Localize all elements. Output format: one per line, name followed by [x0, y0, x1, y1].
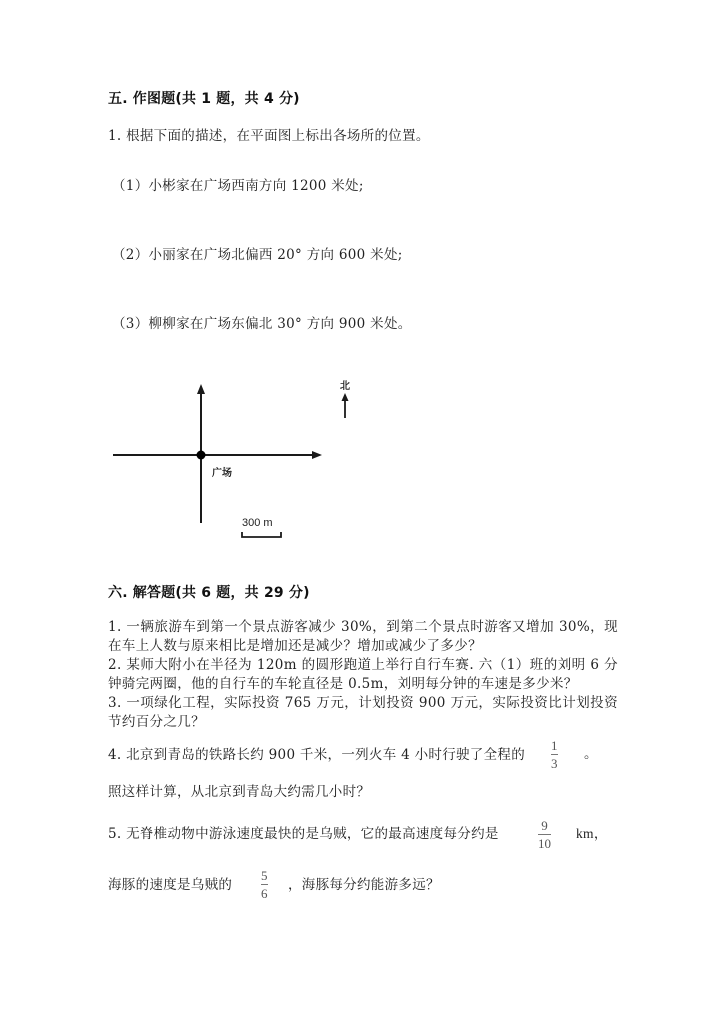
- question-6-5-line-1: 5. 无脊椎动物中游泳速度最快的是乌贼，它的最高速度每分约是: [108, 826, 499, 842]
- fraction-one-third: [551, 738, 558, 771]
- section-6-title: 六. 解答题(共 6 题，共 29 分): [108, 585, 310, 601]
- question-5-1-item-1: （1）小彬家在广场西南方向 1200 米处;: [112, 178, 364, 194]
- question-5-1-prompt: 1. 根据下面的描述，在平面图上标出各场所的位置。: [108, 128, 430, 144]
- plaza-map-diagram: [100, 370, 380, 550]
- fraction-numerator: 9: [541, 818, 548, 833]
- fraction-nine-tenths: [538, 818, 551, 851]
- section-5-title: 五. 作图题(共 1 题，共 4 分): [108, 91, 300, 107]
- question-6-1: 1. 一辆旅游车到第一个景点游客减少 30%，到第二个景点时游客又增加 30%，现在车上人数与原来相比是增加还是减少？增加或减少了多少？: [108, 619, 618, 654]
- question-6-3: 3. 一项绿化工程，实际投资 765 万元，计划投资 900 万元，实际投资比计划投资节约百分之几？: [108, 695, 618, 730]
- question-6-5-unit: km，: [576, 826, 608, 841]
- axes-graphic: [100, 370, 380, 550]
- question-5-1-item-3: （3）柳柳家在广场东偏北 30° 方向 900 米处。: [112, 316, 412, 332]
- question-6-4-period: 。: [584, 746, 598, 762]
- question-6-4-line-1: 4. 北京到青岛的铁路长约 900 千米，一列火车 4 小时行驶了全程的: [108, 747, 525, 763]
- fraction-denominator: 3: [551, 756, 558, 771]
- north-label: 北: [340, 381, 350, 392]
- fraction-denominator: 10: [538, 836, 551, 851]
- question-6-5-line-2-end: ，海豚每分约能游多远？: [288, 877, 440, 893]
- fraction-numerator: 1: [551, 738, 558, 753]
- fraction-numerator: 5: [261, 868, 268, 883]
- fraction-denominator: 6: [261, 886, 268, 901]
- question-5-1-item-2: （2）小丽家在广场北偏西 20° 方向 600 米处;: [112, 247, 403, 263]
- scale-label: 300 m: [242, 517, 273, 529]
- question-6-5-line-2-start: 海豚的速度是乌贼的: [108, 877, 233, 893]
- question-6-2: 2. 某师大附小在半径为 120m 的圆形跑道上举行自行车赛. 六（1）班的刘明 6 分钟骑完两圈，他的自行车的车轮直径是 0.5m，刘明每分钟的车速是多少米？: [108, 657, 618, 692]
- plaza-label: 广场: [212, 468, 232, 479]
- fraction-five-sixths: [261, 868, 268, 901]
- question-6-4-line-2: 照这样计算，从北京到青岛大约需几小时？: [108, 784, 371, 800]
